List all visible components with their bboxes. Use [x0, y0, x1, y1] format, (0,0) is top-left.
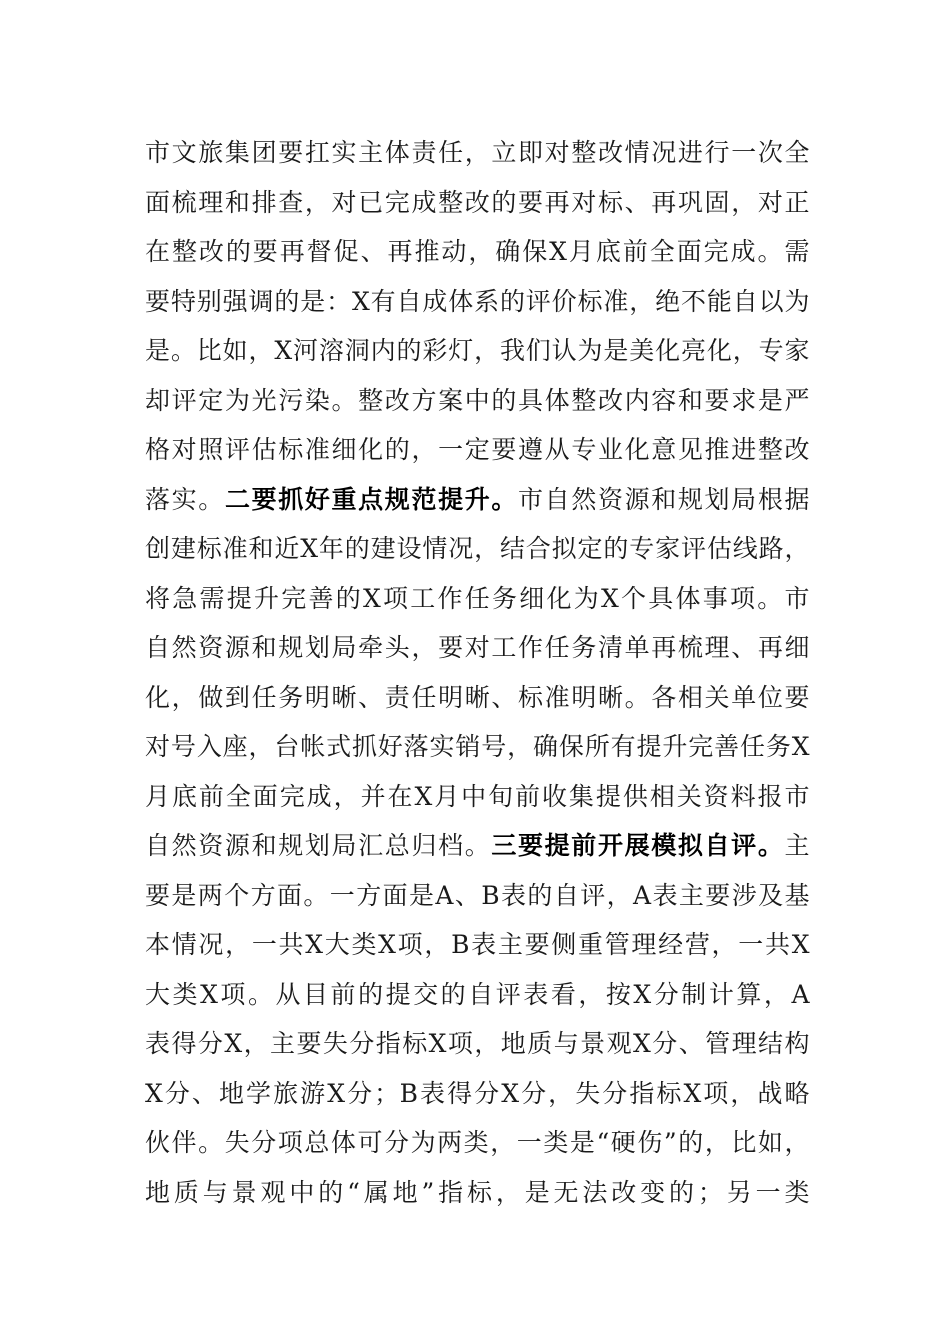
text-line [145, 1168, 810, 1218]
text-line [145, 376, 810, 426]
text-line [145, 970, 810, 1020]
text-segment: 市自然资源和规划局根据 [518, 484, 810, 514]
text-segment: 面梳理和排查，对已完成整改的要再对标、再巩固，对正 [145, 187, 810, 217]
document-body-text [145, 128, 810, 1217]
text-line [145, 920, 810, 970]
text-segment: 要特别强调的是：X有自成体系的评价标准，绝不能自以为 [145, 286, 810, 316]
text-line [145, 475, 810, 525]
text-line [145, 673, 810, 723]
text-line [145, 277, 810, 327]
bold-heading-phrase: 三要提前开展模拟自评。 [491, 831, 785, 860]
text-line [145, 772, 810, 822]
text-segment: 地质与景观中的“属地”指标，是无法改变的；另一类 [145, 1177, 810, 1207]
text-segment: 对号入座，台帐式抓好落实销号，确保所有提升完善任务X [145, 732, 810, 761]
text-segment: 格对照评估标准细化的，一定要遵从专业化意见推进整改 [145, 435, 810, 464]
text-segment: 表得分X，主要失分指标X项，地质与景观X分、管理结构 [145, 1029, 810, 1058]
text-line [145, 871, 810, 921]
text-segment: 创建标准和近X年的建设情况，结合拟定的专家评估线路， [145, 534, 810, 563]
text-segment: 是。比如，X河溶洞内的彩灯，我们认为是美化亮化，专家 [145, 336, 810, 365]
bold-heading-phrase: 二要抓好重点规范提升。 [224, 484, 519, 514]
text-segment: 自然资源和规划局汇总归档。 [145, 831, 492, 860]
text-line [145, 1118, 810, 1168]
text-segment: 落实。 [145, 484, 225, 514]
text-segment: 自然资源和规划局牵头，要对工作任务清单再梳理、再细 [145, 633, 810, 662]
text-line [145, 1019, 810, 1069]
text-line [145, 227, 810, 277]
text-segment: 月底前全面完成，并在X月中旬前收集提供相关资料报市 [145, 781, 810, 811]
text-segment: 本情况，一共X大类X项，B表主要侧重管理经营，一共X [145, 930, 810, 959]
text-line [145, 574, 810, 624]
text-segment: 在整改的要再督促、再推动，确保X月底前全面完成。需 [145, 237, 810, 266]
text-segment: 要是两个方面。一方面是A、B表的自评，A表主要涉及基 [145, 880, 810, 910]
text-segment: 将急需提升完善的X项工作任务细化为X个具体事项。市 [145, 583, 810, 613]
text-segment: 市文旅集团要扛实主体责任，立即对整改情况进行一次全 [145, 138, 810, 167]
text-line [145, 623, 810, 673]
text-line [145, 425, 810, 475]
text-segment: 却评定为光污染。整改方案中的具体整改内容和要求是严 [145, 385, 810, 415]
text-segment: 伙伴。失分项总体可分为两类，一类是“硬伤”的，比如， [145, 1128, 810, 1157]
text-line [145, 524, 810, 574]
text-line [145, 1069, 810, 1119]
text-line [145, 722, 810, 772]
text-segment: 主 [784, 831, 810, 860]
text-segment: 化，做到任务明晰、责任明晰、标准明晰。各相关单位要 [145, 682, 810, 712]
text-segment: X分、地学旅游X分；B表得分X分，失分指标X项，战略 [145, 1078, 810, 1108]
text-line [145, 326, 810, 376]
text-line [145, 821, 810, 871]
text-segment: 大类X项。从目前的提交的自评表看，按X分制计算，A [145, 979, 810, 1009]
text-line [145, 128, 810, 178]
text-line [145, 178, 810, 228]
